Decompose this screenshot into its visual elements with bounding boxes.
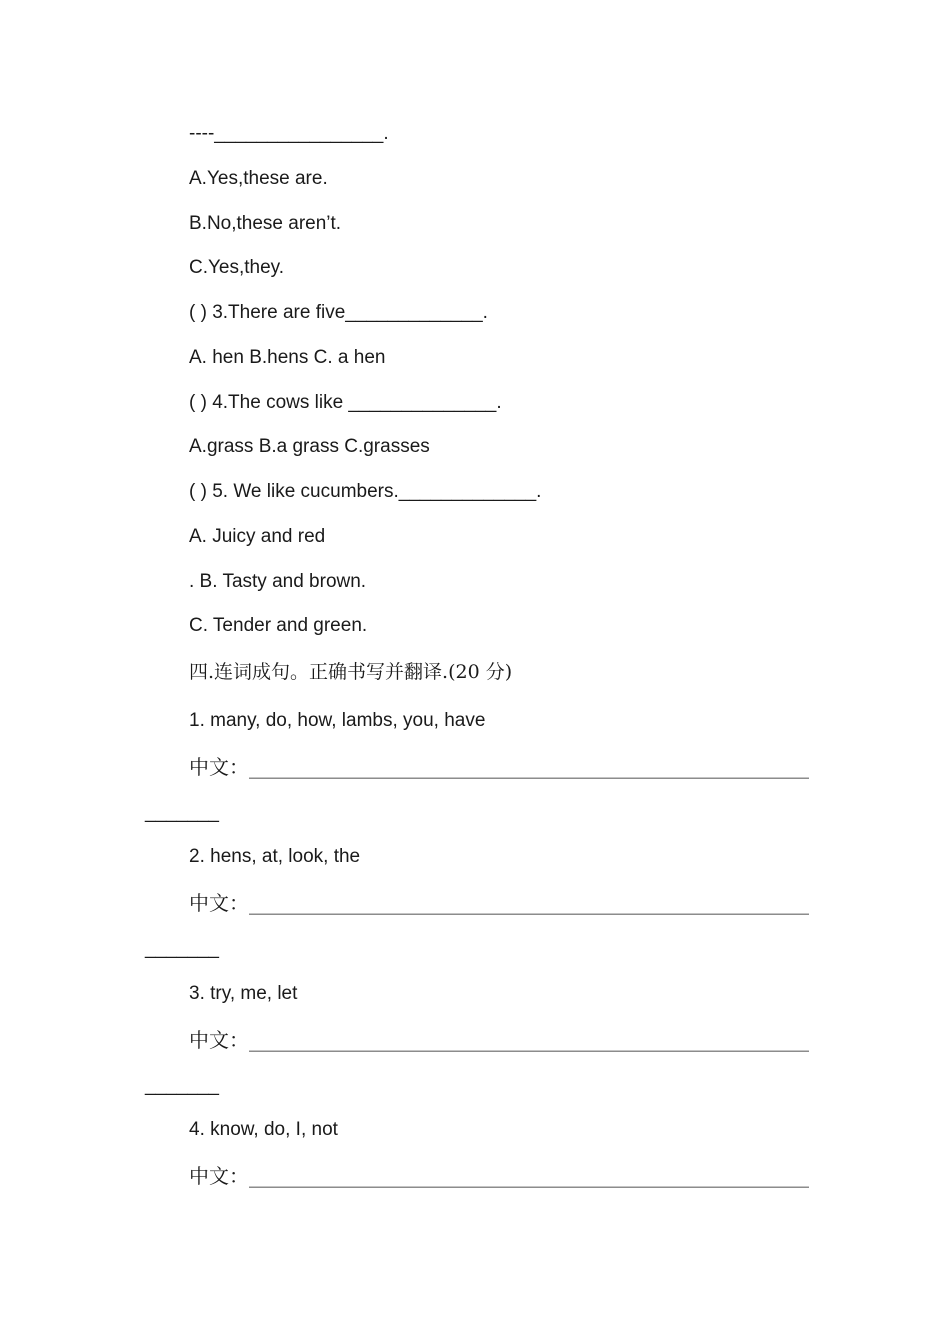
question-2-option-b: B.No,these aren’t. [189,213,342,234]
sentence-4-words: 4. know, do, I, not [189,1119,338,1140]
question-4: ( ) 4.The cows like ______________. [189,392,502,413]
question-3: ( ) 3.There are five_____________. [189,302,488,323]
sentence-2-answer-continuation: _______ [145,938,219,959]
question-3-options: A. hen B.hens C. a hen [189,347,386,368]
question-2-option-a: A.Yes,these are. [189,168,328,189]
question-5-option-c: C. Tender and green. [189,615,368,636]
sentence-1-chinese-answer-line: 中文：________________________________________________________ [189,755,809,779]
sentence-3-words: 3. try, me, let [189,983,298,1004]
question-2-option-c: C.Yes,they. [189,257,285,278]
sentence-3-answer-continuation: _______ [145,1075,219,1096]
sentence-3-chinese-answer-line: 中文：________________________________________________________ [189,1028,809,1052]
question-5-option-a: A. Juicy and red [189,526,326,547]
sentence-4-chinese-answer-line: 中文：________________________________________________________ [189,1164,809,1188]
sentence-1-words: 1. many, do, how, lambs, you, have [189,710,486,731]
question-5-option-b: . B. Tasty and brown. [189,571,367,592]
sentence-2-chinese-answer-line: 中文：________________________________________________________ [189,891,809,915]
question-2-answer-blank: ----________________. [189,123,389,144]
section-4-heading: 四.连词成句。正确书写并翻译.(20 分) [189,661,513,683]
sentence-1-answer-continuation: _______ [145,802,219,823]
question-5: ( ) 5. We like cucumbers._____________. [189,481,542,502]
sentence-2-words: 2. hens, at, look, the [189,846,361,867]
question-4-options: A.grass B.a grass C.grasses [189,436,430,457]
